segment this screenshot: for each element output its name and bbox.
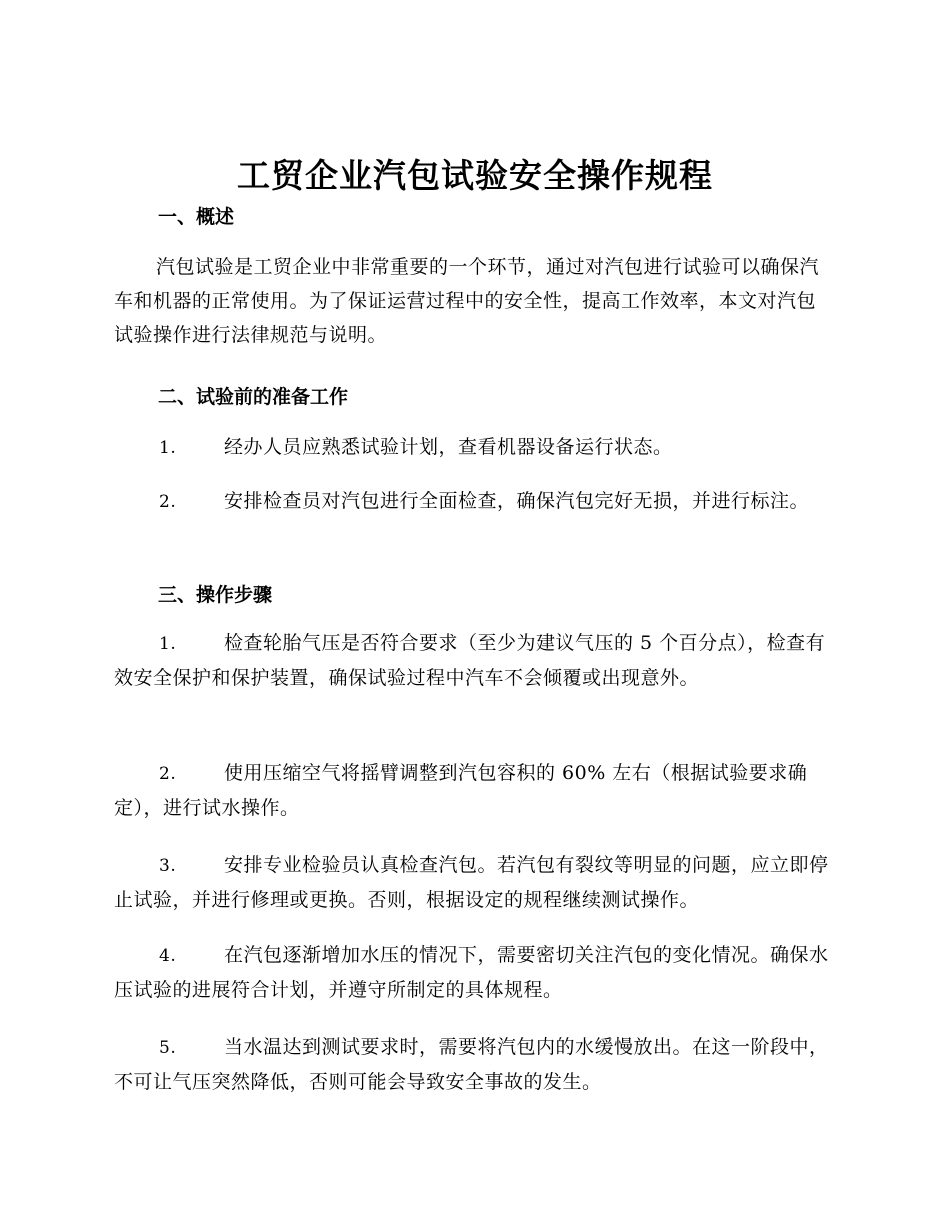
item-text: 检查轮胎气压是否符合要求（至少为建议气压的 5 个百分点），检查有效安全保护和保护装置，确保试验过程中汽车不会倾覆或出现意外。	[114, 632, 826, 689]
item-text: 经办人员应熟悉试验计划，查看机器设备运行状态。	[224, 436, 673, 458]
item-number: 4.	[159, 946, 177, 966]
item-text: 安排检查员对汽包进行全面检查，确保汽包完好无损，并进行标注。	[224, 490, 810, 512]
list-item	[114, 756, 832, 825]
section-heading-steps: 三、操作步骤	[158, 584, 273, 606]
item-text: 在汽包逐渐增加水压的情况下，需要密切关注汽包的变化情况。确保水压试验的进展符合计划，并遵守所制定的具体规程。	[114, 944, 829, 1001]
overview-paragraph: 汽包试验是工贸企业中非常重要的一个环节，通过对汽包进行试验可以确保汽车和机器的正常使用。为了保证运营过程中的安全性，提高工作效率，本文对汽包试验操作进行法律规范与说明。	[114, 256, 820, 346]
section-heading-preparation: 二、试验前的准备工作	[158, 386, 349, 408]
item-number: 5.	[159, 1038, 177, 1058]
item-number: 2.	[159, 764, 177, 784]
list-item	[114, 938, 832, 1007]
document-title: 工贸企业汽包试验安全操作规程	[237, 156, 713, 195]
section-heading-overview: 一、概述	[158, 206, 235, 228]
item-text: 安排专业检验员认真检查汽包。若汽包有裂纹等明显的问题，应立即停止试验，并进行修理或更换。否则，根据设定的规程继续测试操作。	[114, 854, 829, 911]
item-number: 1.	[159, 438, 177, 458]
list-item	[114, 430, 832, 465]
item-number: 3.	[159, 856, 177, 876]
item-text: 使用压缩空气将摇臂调整到汽包容积的 60% 左右（根据试验要求确定），进行试水操作。	[114, 762, 808, 819]
item-number: 2.	[159, 492, 177, 512]
item-number: 1.	[159, 634, 177, 654]
item-text: 当水温达到测试要求时，需要将汽包内的水缓慢放出。在这一阶段中，不可让气压突然降低，否则可能会导致安全事故的发生。	[114, 1036, 829, 1093]
list-item	[114, 626, 832, 695]
list-item	[114, 1030, 832, 1099]
list-item	[114, 848, 832, 917]
list-item	[114, 484, 832, 519]
